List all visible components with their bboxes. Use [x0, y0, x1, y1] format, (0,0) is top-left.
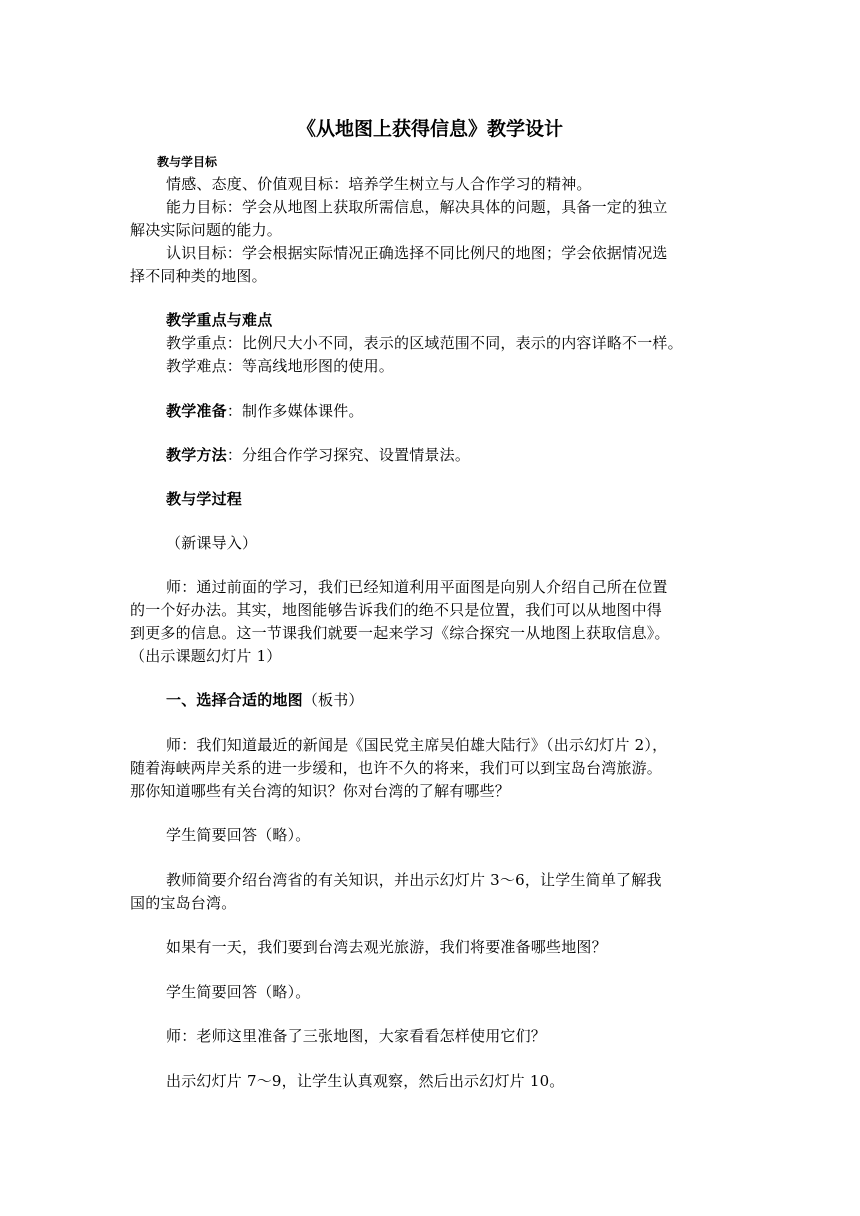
preparation-line — [166, 401, 776, 421]
key-point-text: 教学重点：比例尺大小不同，表示的区域范围不同，表示的内容详略不一样。 — [166, 334, 683, 352]
para-intro-line4: （出示课题幻灯片 1） — [130, 647, 282, 665]
section-one-note: （板书） — [302, 691, 364, 709]
objective-cognition-line2: 择不同种类的地图。 — [130, 267, 267, 285]
para-intro-line2: 的一个好办法。其实，地图能够告诉我们的绝不只是位置，我们可以从地图中得 — [130, 601, 663, 619]
para-teacher-intro-line1: 教师简要介绍台湾省的有关知识，并出示幻灯片 3～6，让学生简单了解我 — [166, 871, 662, 889]
preparation-label: 教学准备 — [166, 402, 227, 420]
difficulty-text: 教学难点：等高线地形图的使用。 — [166, 357, 395, 375]
para-show-slides: 出示幻灯片 7～9，让学生认真观察，然后出示幻灯片 10。 — [166, 1072, 565, 1090]
method-text: ：分组合作学习探究、设置情景法。 — [226, 446, 471, 464]
method-label: 教学方法 — [166, 446, 227, 464]
key-points-heading: 教学重点与难点 — [166, 311, 273, 329]
new-lesson-intro-label: （新课导入） — [166, 534, 258, 552]
para-news-line2: 随着海峡两岸关系的进一步缓和，也许不久的将来，我们可以到宝岛台湾旅游。 — [130, 759, 663, 777]
method-line — [166, 445, 776, 465]
objectives-heading: 教与学目标 — [157, 155, 218, 169]
objective-ability-line2: 解决实际问题的能力。 — [130, 221, 283, 239]
para-news-line3: 那你知道哪些有关台湾的知识？你对台湾的了解有哪些？ — [130, 782, 511, 800]
section-one-title: 一、选择合适的地图 — [166, 691, 303, 709]
preparation-text: ：制作多媒体课件。 — [226, 402, 364, 420]
section-one-heading — [166, 690, 776, 710]
para-teacher-intro-line2: 国的宝岛台湾。 — [130, 894, 237, 912]
objective-cognition-line1: 认识目标：学会根据实际情况正确选择不同比例尺的地图；学会依据情况选 — [166, 244, 668, 262]
document-title: 《从地图上获得信息》教学设计 — [296, 118, 563, 140]
objective-ability-line1: 能力目标：学会从地图上获取所需信息，解决具体的问题，具备一定的独立 — [166, 198, 668, 216]
para-three-maps: 师：老师这里准备了三张地图，大家看看怎样使用它们？ — [166, 1027, 547, 1045]
objective-emotion: 情感、态度、价值观目标：培养学生树立与人合作学习的精神。 — [166, 175, 592, 193]
para-intro-line3: 到更多的信息。这一节课我们就要一起来学习《综合探究一从地图上获取信息》。 — [130, 624, 670, 642]
para-travel-question: 如果有一天，我们要到台湾去观光旅游，我们将要准备哪些地图？ — [166, 938, 607, 956]
para-intro-line1: 师：通过前面的学习，我们已经知道利用平面图是向别人介绍自己所在位置 — [166, 578, 668, 596]
para-student-answer-1: 学生简要回答（略）。 — [166, 826, 311, 844]
para-student-answer-2: 学生简要回答（略）。 — [166, 983, 311, 1001]
para-news-line1: 师：我们知道最近的新闻是《国民党主席吴伯雄大陆行》（出示幻灯片 2）， — [166, 736, 668, 754]
process-heading: 教与学过程 — [166, 490, 243, 508]
